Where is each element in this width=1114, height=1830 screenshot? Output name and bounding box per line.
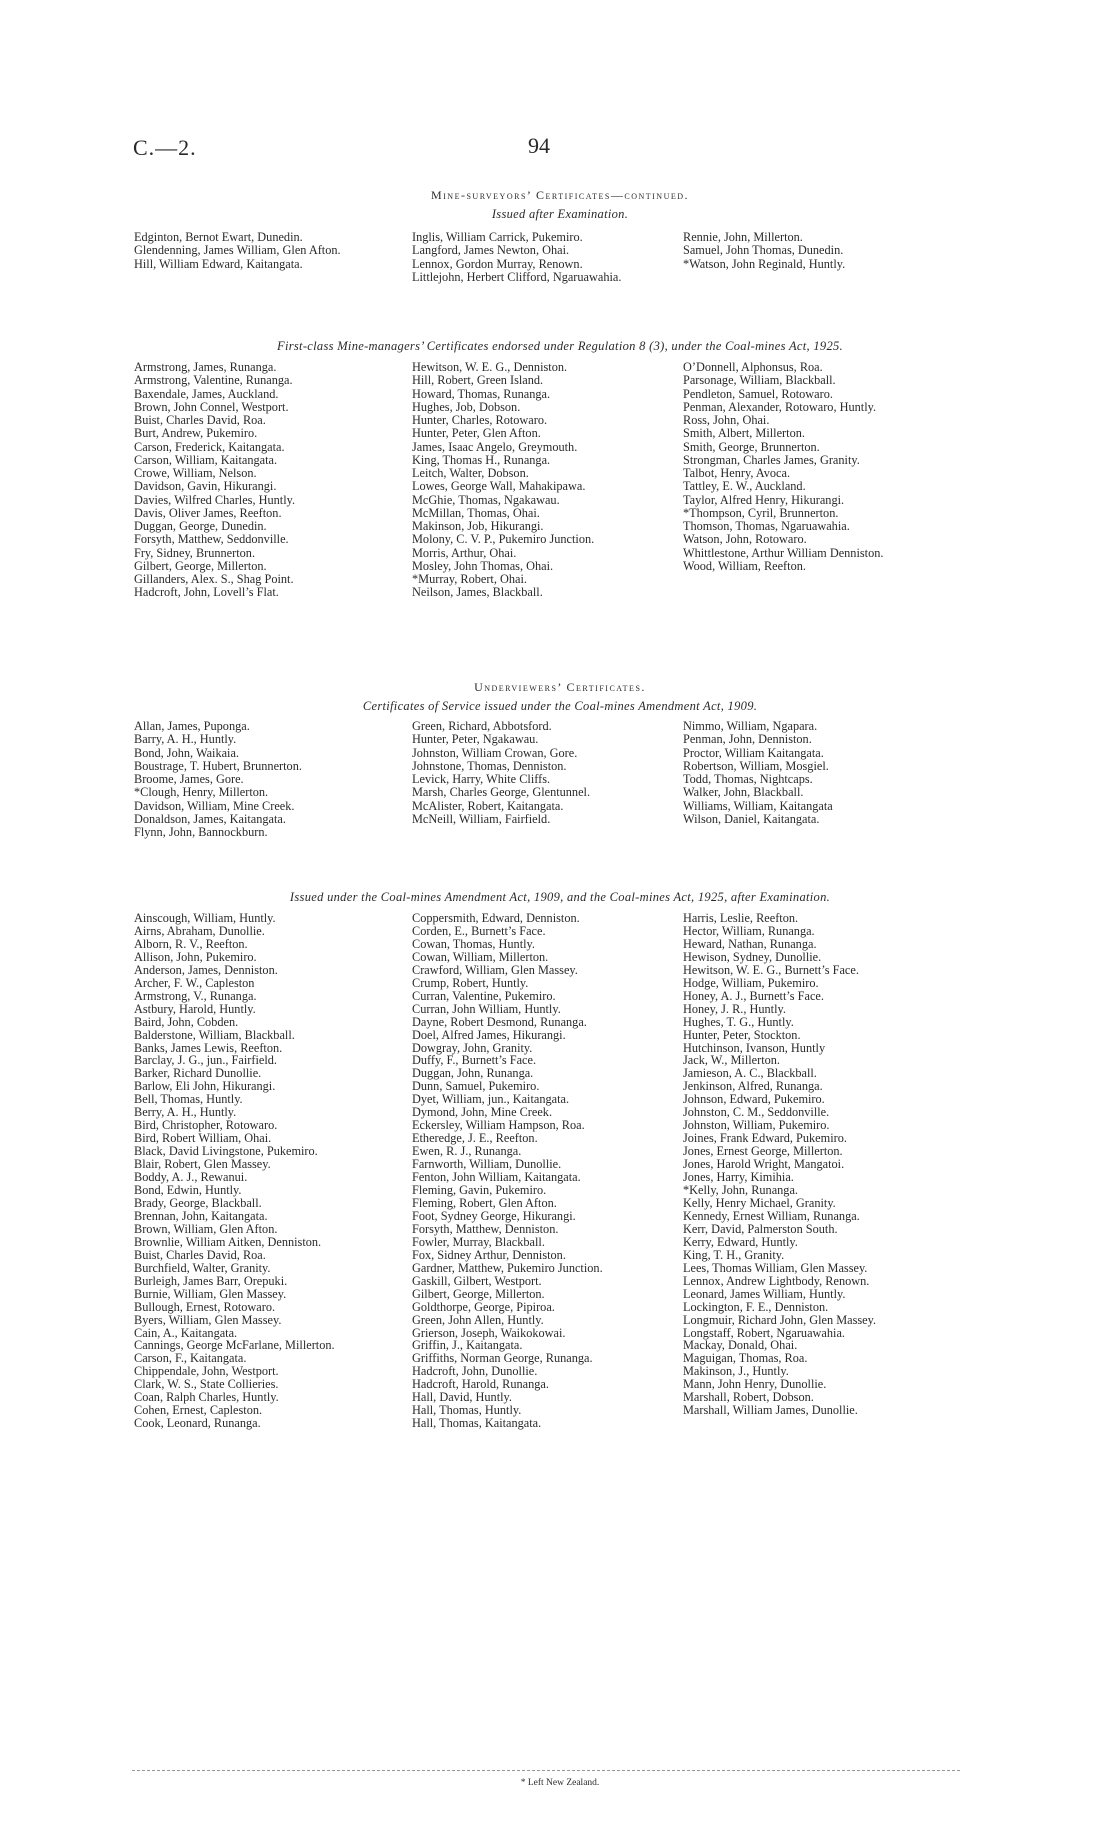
list-item: Black, David Livingstone, Pukemiro. — [134, 1144, 318, 1159]
name-list-column — [412, 912, 680, 1430]
list-item: Whittlestone, Arthur William Denniston. — [683, 545, 884, 560]
list-item: Marshall, William James, Dunollie. — [683, 1403, 858, 1418]
list-item: Thomson, Thomas, Ngaruawahia. — [683, 519, 850, 533]
list-item: O’Donnell, Alphonsus, Roa. — [683, 360, 823, 374]
list-item: Nimmo, William, Ngapara. — [683, 719, 818, 733]
list-item: Smith, George, Brunnerton. — [683, 439, 820, 454]
name-list-column — [412, 231, 657, 285]
list-item: Gardner, Matthew, Pukemiro Junction. — [412, 1260, 603, 1275]
list-item: *Thompson, Cyril, Brunnerton. — [683, 505, 839, 520]
list-item: Hutchinson, Ivanson, Huntly — [683, 1040, 826, 1055]
list-item: Fry, Sidney, Brunnerton. — [134, 545, 256, 560]
list-item: Harris, Leslie, Reefton. — [683, 911, 799, 925]
list-item: Farnworth, William, Dunollie. — [412, 1157, 562, 1172]
list-item: Burleigh, James Barr, Orepuki. — [134, 1273, 288, 1288]
list-item: Davidson, Gavin, Hikurangi. — [134, 479, 277, 494]
list-item: Heward, Nathan, Runanga. — [683, 936, 817, 951]
list-item: Archer, F. W., Capleston — [134, 975, 255, 990]
list-item: Howard, Thomas, Runanga. — [412, 386, 551, 401]
list-item: Hewitson, W. E. G., Denniston. — [412, 360, 568, 374]
list-item: Jack, W., Millerton. — [683, 1053, 780, 1068]
list-item: Longmuir, Richard John, Glen Massey. — [683, 1312, 877, 1327]
list-item: Byers, William, Glen Massey. — [134, 1312, 282, 1327]
list-item: Lennox, Gordon Murray, Renown. — [412, 256, 583, 271]
list-item: Green, John Allen, Huntly. — [412, 1312, 544, 1327]
list-item: Bird, Christopher, Rotowaro. — [134, 1118, 278, 1133]
name-list-column — [683, 361, 953, 573]
list-item: Makinson, J., Huntly. — [683, 1364, 789, 1379]
list-item: Hall, Thomas, Kaitangata. — [412, 1416, 542, 1431]
list-item: Carson, William, Kaitangata. — [134, 452, 278, 467]
list-item: *Kelly, John, Runanga. — [683, 1183, 798, 1198]
list-item: Kerr, David, Palmerston South. — [683, 1221, 838, 1236]
list-item: Curran, Valentine, Pukemiro. — [412, 988, 556, 1003]
list-item: Ross, John, Ohai. — [683, 413, 770, 427]
list-item: McGhie, Thomas, Ngakawau. — [412, 492, 560, 507]
list-item: Cook, Leonard, Runanga. — [134, 1416, 261, 1431]
list-item: Hughes, Job, Dobson. — [412, 399, 521, 414]
list-item: Cain, A., Kaitangata. — [134, 1325, 238, 1340]
list-item: James, Isaac Angelo, Greymouth. — [412, 439, 578, 454]
list-item: Buist, Charles David, Roa. — [134, 413, 266, 427]
list-item: Todd, Thomas, Nightcaps. — [683, 772, 813, 786]
list-item: Barclay, J. G., jun., Fairfield. — [134, 1053, 277, 1068]
list-item: Marsh, Charles George, Glentunnel. — [412, 785, 591, 800]
list-item: Marshall, Robert, Dobson. — [683, 1390, 814, 1405]
list-item: Bond, Edwin, Huntly. — [134, 1183, 242, 1198]
list-item: Levick, Harry, White Cliffs. — [412, 772, 551, 786]
list-item: Kennedy, Ernest William, Runanga. — [683, 1208, 860, 1223]
list-item: Hill, Robert, Green Island. — [412, 373, 544, 388]
list-item: Boustrage, T. Hubert, Brunnerton. — [134, 758, 302, 773]
list-item: Crump, Robert, Huntly. — [412, 975, 529, 990]
list-item: Johnston, William, Pukemiro. — [683, 1118, 830, 1133]
list-item: Proctor, William Kaitangata. — [683, 745, 824, 760]
list-item: Baird, John, Cobden. — [134, 1014, 239, 1029]
list-item: Hodge, William, Pukemiro. — [683, 975, 819, 990]
list-item: Gilbert, George, Millerton. — [412, 1286, 545, 1301]
list-item: Brady, George, Blackball. — [134, 1195, 262, 1210]
list-item: Robertson, William, Mosgiel. — [683, 758, 829, 773]
list-item: Wood, William, Reefton. — [683, 558, 806, 573]
list-item: Grierson, Joseph, Waikokowai. — [412, 1325, 566, 1340]
list-item: Hall, David, Huntly. — [412, 1390, 512, 1405]
list-item: Griffiths, Norman George, Runanga. — [412, 1351, 593, 1366]
list-item: Hewison, Sydney, Dunollie. — [683, 949, 822, 964]
list-item: *Clough, Henry, Millerton. — [134, 785, 269, 800]
list-item: McNeill, William, Fairfield. — [412, 811, 551, 826]
list-item: Dunn, Samuel, Pukemiro. — [412, 1079, 540, 1094]
list-item: Alborn, R. V., Reefton. — [134, 936, 248, 951]
list-item: Dymond, John, Mine Creek. — [412, 1105, 553, 1120]
section-subheading-issued-after-examination: Issued after Examination. — [491, 207, 629, 221]
list-item: Dowgray, John, Granity. — [412, 1040, 533, 1055]
list-item: Parsonage, William, Blackball. — [683, 373, 836, 388]
list-item: Coppersmith, Edward, Denniston. — [412, 911, 580, 925]
list-item: Morris, Arthur, Ohai. — [412, 545, 517, 560]
list-item: Taylor, Alfred Henry, Hikurangi. — [683, 492, 845, 507]
list-item: Lennox, Andrew Lightbody, Renown. — [683, 1273, 870, 1288]
list-item: Honey, A. J., Burnett’s Face. — [683, 988, 824, 1003]
list-item: Burchfield, Walter, Granity. — [134, 1260, 271, 1275]
list-item: Chippendale, John, Westport. — [134, 1364, 279, 1379]
list-item: Fenton, John William, Kaitangata. — [412, 1170, 581, 1185]
list-item: Corden, E., Burnett’s Face. — [412, 923, 546, 938]
list-item: Walker, John, Blackball. — [683, 785, 804, 800]
list-item: Crowe, William, Nelson. — [134, 466, 257, 480]
list-item: Eckersley, William Hampson, Roa. — [412, 1118, 585, 1133]
list-item: Kerry, Edward, Huntly. — [683, 1234, 798, 1249]
list-item: Johnson, Edward, Pukemiro. — [683, 1092, 825, 1107]
list-item: Langford, James Newton, Ohai. — [412, 243, 570, 258]
list-item: Green, Richard, Abbotsford. — [412, 719, 552, 733]
list-item: Leitch, Walter, Dobson. — [412, 466, 529, 480]
section-subheading-issued-under-amendment-act: Issued under the Coal-mines Amendment Act, 1909, and the Coal-mines Act, 1925, after Examination. — [289, 890, 831, 904]
list-item: Hill, William Edward, Kaitangata. — [134, 256, 303, 271]
list-item: Mann, John Henry, Dunollie. — [683, 1377, 827, 1392]
list-item: McMillan, Thomas, Ohai. — [412, 505, 540, 520]
list-item: Joines, Frank Edward, Pukemiro. — [683, 1131, 847, 1146]
name-list-column — [134, 231, 392, 271]
name-list-column — [412, 720, 677, 826]
list-item: Barlow, Eli John, Hikurangi. — [134, 1079, 276, 1094]
section-heading-underviewers: Underviewers’ Certificates. — [474, 680, 646, 694]
list-item: Davis, Oliver James, Reefton. — [134, 505, 282, 520]
list-item: Curran, John William, Huntly. — [412, 1001, 561, 1016]
section-subheading-certificates-of-service: Certificates of Service issued under the Coal-mines Amendment Act, 1909. — [362, 699, 758, 713]
list-item: Leonard, James William, Huntly. — [683, 1286, 846, 1301]
list-item: Samuel, John Thomas, Dunedin. — [683, 243, 844, 258]
list-item: Brown, William, Glen Afton. — [134, 1221, 278, 1236]
list-item: Johnston, C. M., Seddonville. — [683, 1105, 830, 1120]
list-item: Fowler, Murray, Blackball. — [412, 1234, 545, 1249]
list-item: King, Thomas H., Runanga. — [412, 452, 551, 467]
list-item: Neilson, James, Blackball. — [412, 585, 543, 600]
list-item: Dyet, William, jun., Kaitangata. — [412, 1092, 570, 1107]
list-item: Cowan, Thomas, Huntly. — [412, 936, 535, 951]
list-item: Carson, Frederick, Kaitangata. — [134, 439, 285, 454]
list-item: Crawford, William, Glen Massey. — [412, 962, 578, 977]
list-item: Brown, John Connel, Westport. — [134, 399, 289, 414]
list-item: Griffin, J., Kaitangata. — [412, 1338, 523, 1353]
list-item: Edginton, Bernot Ewart, Dunedin. — [134, 230, 303, 244]
list-item: Molony, C. V. P., Pukemiro Junction. — [412, 532, 595, 547]
list-item: Hunter, Peter, Stockton. — [683, 1027, 801, 1042]
list-item: Penman, John, Denniston. — [683, 732, 812, 747]
name-list-column — [683, 231, 953, 271]
list-item: Duggan, George, Dunedin. — [134, 519, 267, 533]
list-item: Bullough, Ernest, Rotowaro. — [134, 1299, 276, 1314]
name-list-column — [134, 912, 399, 1430]
list-item: Cohen, Ernest, Capleston. — [134, 1403, 263, 1418]
list-item: Doel, Alfred James, Hikurangi. — [412, 1027, 566, 1042]
list-item: Hadcroft, John, Dunollie. — [412, 1364, 538, 1379]
list-item: Cowan, William, Millerton. — [412, 949, 549, 964]
list-item: Makinson, Job, Hikurangi. — [412, 519, 544, 533]
list-item: Buist, Charles David, Roa. — [134, 1247, 266, 1262]
list-item: Kelly, Henry Michael, Granity. — [683, 1195, 836, 1210]
list-item: Watson, John, Rotowaro. — [683, 532, 807, 547]
name-list-column — [683, 912, 973, 1417]
list-item: Cannings, George McFarlane, Millerton. — [134, 1338, 335, 1353]
section-subheading-first-class-mine-managers: First-class Mine-managers’ Certificates endorsed under Regulation 8 (3), under the Coal-mines Act, 1925. — [277, 339, 843, 353]
list-item: Baxendale, James, Auckland. — [134, 386, 279, 401]
list-item: Williams, William, Kaitangata — [683, 798, 833, 813]
list-item: Fox, Sidney Arthur, Denniston. — [412, 1247, 566, 1262]
list-item: Bird, Robert William, Ohai. — [134, 1131, 272, 1146]
list-item: Astbury, Harold, Huntly. — [134, 1001, 256, 1016]
list-item: Jenkinson, Alfred, Runanga. — [683, 1079, 823, 1094]
list-item: Mosley, John Thomas, Ohai. — [412, 558, 554, 573]
list-item: Hadcroft, John, Lovell’s Flat. — [134, 585, 279, 600]
list-item: Lowes, George Wall, Mahakipawa. — [412, 479, 586, 494]
list-item: Berry, A. H., Huntly. — [134, 1105, 237, 1120]
list-item: Hunter, Charles, Rotowaro. — [412, 413, 548, 427]
list-item: Hunter, Peter, Glen Afton. — [412, 426, 541, 441]
list-item: Gaskill, Gilbert, Westport. — [412, 1273, 542, 1288]
list-item: Burnie, William, Glen Massey. — [134, 1286, 287, 1301]
list-item: Duggan, John, Runanga. — [412, 1066, 534, 1081]
list-item: Davies, Wilfred Charles, Huntly. — [134, 492, 296, 507]
list-item: Hector, William, Runanga. — [683, 923, 815, 938]
list-item: Hughes, T. G., Huntly. — [683, 1014, 794, 1029]
list-item: Jamieson, A. C., Blackball. — [683, 1066, 817, 1081]
list-item: Carson, F., Kaitangata. — [134, 1351, 247, 1366]
list-item: Rennie, John, Millerton. — [683, 230, 803, 244]
list-item: Broome, James, Gore. — [134, 772, 244, 786]
list-item: Wilson, Daniel, Kaitangata. — [683, 811, 820, 826]
list-item: Mackay, Donald, Ohai. — [683, 1338, 798, 1353]
list-item: Littlejohn, Herbert Clifford, Ngaruawahia. — [412, 270, 622, 285]
list-item: Jones, Harry, Kimihia. — [683, 1170, 794, 1185]
name-list-column — [412, 361, 677, 600]
list-item: Inglis, William Carrick, Pukemiro. — [412, 230, 583, 244]
list-item: Clark, W. S., State Collieries. — [134, 1377, 279, 1392]
list-item: Bond, John, Waikaia. — [134, 745, 240, 760]
list-item: *Watson, John Reginald, Huntly. — [683, 256, 846, 271]
list-item: Banks, James Lewis, Reefton. — [134, 1040, 283, 1055]
list-item: King, T. H., Granity. — [683, 1247, 785, 1262]
list-item: Barry, A. H., Huntly. — [134, 732, 237, 747]
list-item: Johnstone, Thomas, Denniston. — [412, 758, 567, 773]
page-number: 94 — [528, 133, 550, 158]
list-item: Allison, John, Pukemiro. — [134, 949, 257, 964]
list-item: Davidson, William, Mine Creek. — [134, 798, 295, 813]
list-item: Smith, Albert, Millerton. — [683, 426, 805, 441]
list-item: Gilbert, George, Millerton. — [134, 558, 267, 573]
parliamentary-paper-reference: C.—2. — [133, 135, 197, 160]
list-item: Lockington, F. E., Denniston. — [683, 1299, 829, 1314]
list-item: Fleming, Gavin, Pukemiro. — [412, 1183, 547, 1198]
name-list-column — [134, 361, 392, 600]
list-item: Boddy, A. J., Rewanui. — [134, 1170, 248, 1185]
list-item: Talbot, Henry, Avoca. — [683, 466, 791, 480]
footnote-rule — [132, 1770, 960, 1771]
list-item: Tattley, E. W., Auckland. — [683, 479, 806, 494]
list-item: Forsyth, Matthew, Seddonville. — [134, 532, 289, 547]
name-list-column — [134, 720, 392, 839]
section-heading-mine-surveyors: Mine-surveyors’ Certificates—continued. — [430, 188, 690, 202]
name-list-column — [683, 720, 953, 826]
list-item: McAlister, Robert, Kaitangata. — [412, 798, 564, 813]
list-item: Armstrong, James, Runanga. — [134, 360, 277, 374]
list-item: Dayne, Robert Desmond, Runanga. — [412, 1014, 587, 1029]
list-item: Armstrong, Valentine, Runanga. — [134, 373, 293, 388]
list-item: Hunter, Peter, Ngakawau. — [412, 732, 539, 747]
list-item: Ainscough, William, Huntly. — [134, 911, 276, 925]
list-item: Flynn, John, Bannockburn. — [134, 825, 268, 839]
list-item: Forsyth, Matthew, Denniston. — [412, 1221, 559, 1236]
list-item: Balderstone, William, Blackball. — [134, 1027, 295, 1042]
list-item: Honey, J. R., Huntly. — [683, 1001, 786, 1016]
list-item: Airns, Abraham, Dunollie. — [134, 923, 265, 938]
list-item: Burt, Andrew, Pukemiro. — [134, 426, 258, 441]
list-item: Brownlie, William Aitken, Denniston. — [134, 1234, 322, 1249]
list-item: Goldthorpe, George, Pipiroa. — [412, 1299, 555, 1314]
list-item: Bell, Thomas, Huntly. — [134, 1092, 243, 1107]
list-item: Armstrong, V., Runanga. — [134, 988, 257, 1003]
list-item: *Murray, Robert, Ohai. — [412, 572, 527, 586]
list-item: Penman, Alexander, Rotowaro, Huntly. — [683, 399, 877, 414]
list-item: Gillanders, Alex. S., Shag Point. — [134, 572, 294, 586]
list-item: Duffy, F., Burnett’s Face. — [412, 1053, 537, 1068]
list-item: Brennan, John, Kaitangata. — [134, 1208, 268, 1223]
list-item: Ewen, R. J., Runanga. — [412, 1144, 522, 1159]
list-item: Barker, Richard Dunollie. — [134, 1066, 262, 1081]
list-item: Lees, Thomas William, Glen Massey. — [683, 1260, 868, 1275]
list-item: Anderson, James, Denniston. — [134, 962, 278, 977]
list-item: Strongman, Charles James, Granity. — [683, 452, 860, 467]
list-item: Fleming, Robert, Glen Afton. — [412, 1195, 557, 1210]
list-item: Donaldson, James, Kaitangata. — [134, 811, 286, 826]
list-item: Pendleton, Samuel, Rotowaro. — [683, 386, 833, 401]
list-item: Glendenning, James William, Glen Afton. — [134, 243, 341, 258]
list-item: Maguigan, Thomas, Roa. — [683, 1351, 808, 1366]
list-item: Hall, Thomas, Huntly. — [412, 1403, 522, 1418]
list-item: Hewitson, W. E. G., Burnett’s Face. — [683, 962, 859, 977]
list-item: Jones, Harold Wright, Mangatoi. — [683, 1157, 845, 1172]
list-item: Foot, Sydney George, Hikurangi. — [412, 1208, 576, 1223]
list-item: Jones, Ernest George, Millerton. — [683, 1144, 843, 1159]
list-item: Hadcroft, Harold, Runanga. — [412, 1377, 549, 1392]
list-item: Allan, James, Puponga. — [134, 719, 250, 733]
footnote: * Left New Zealand. — [520, 1778, 600, 1788]
list-item: Etheredge, J. E., Reefton. — [412, 1131, 538, 1146]
list-item: Longstaff, Robert, Ngaruawahia. — [683, 1325, 845, 1340]
list-item: Blair, Robert, Glen Massey. — [134, 1157, 271, 1172]
list-item: Coan, Ralph Charles, Huntly. — [134, 1390, 279, 1405]
list-item: Johnston, William Crowan, Gore. — [412, 745, 578, 760]
